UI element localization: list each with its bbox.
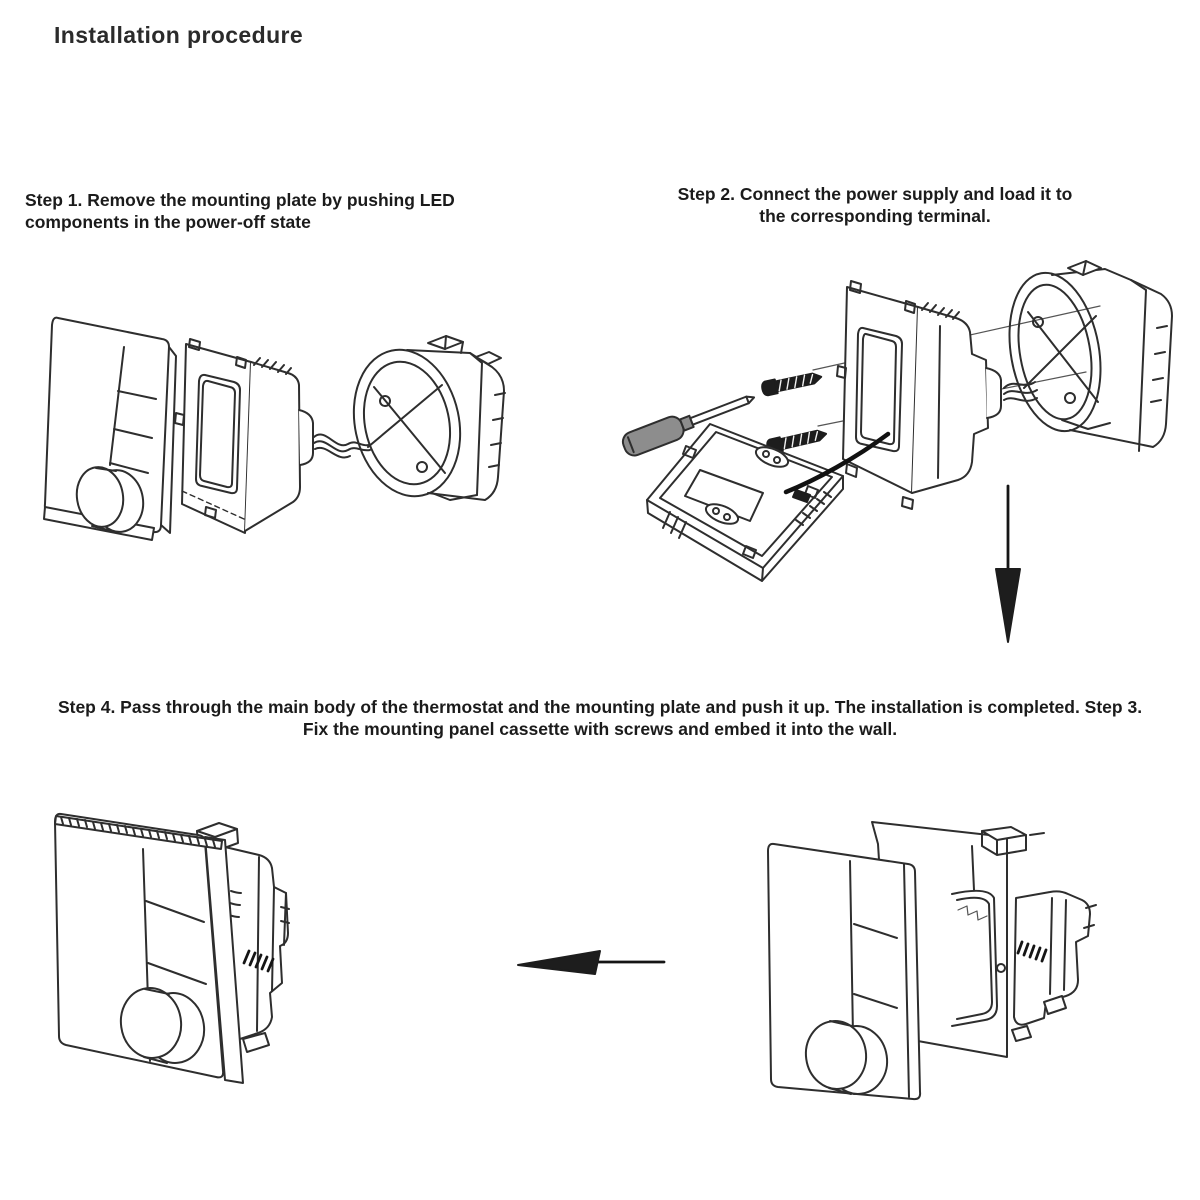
- step4-diagram: [35, 795, 430, 1135]
- thermostat-back-module: [647, 424, 843, 581]
- left-arrow-icon: [512, 944, 672, 980]
- wall-cassette: [998, 261, 1172, 451]
- mounting-plate: [175, 339, 251, 533]
- wall-module: [1014, 891, 1096, 1024]
- step34-caption-line1: Step 4. Pass through the main body of the thermostat and the mounting plate and push it up. The installation is completed. Step 3.: [57, 697, 1143, 717]
- front-panel: [44, 318, 176, 540]
- wall-cassette: [341, 336, 505, 506]
- page-title: Installation procedure: [54, 22, 304, 48]
- screw-icon: [761, 370, 823, 396]
- step3-step4-caption: [10, 696, 1190, 740]
- down-arrow-icon: [996, 486, 1020, 642]
- step3-diagram: [730, 788, 1160, 1138]
- step1-caption: [25, 189, 515, 233]
- step2-caption-line2: the corresponding terminal.: [759, 206, 991, 226]
- step34-caption-line2: Fix the mounting panel cassette with screws and embed it into the wall.: [302, 719, 898, 739]
- step1-caption-line2: components in the power-off state: [25, 212, 311, 232]
- thermostat-body: [768, 844, 920, 1099]
- mounting-plate: [837, 281, 918, 509]
- step2-caption: [620, 183, 1130, 227]
- thermostat-assembled: [55, 814, 243, 1083]
- thermostat-module: [245, 358, 313, 531]
- step2-diagram: [600, 250, 1190, 680]
- step1-diagram: [30, 295, 535, 645]
- step2-caption-line1: Step 2. Connect the power supply and load it to: [677, 184, 1073, 204]
- wires: [1004, 382, 1037, 401]
- step1-caption-line1: Step 1. Remove the mounting plate by pushing LED: [25, 190, 455, 210]
